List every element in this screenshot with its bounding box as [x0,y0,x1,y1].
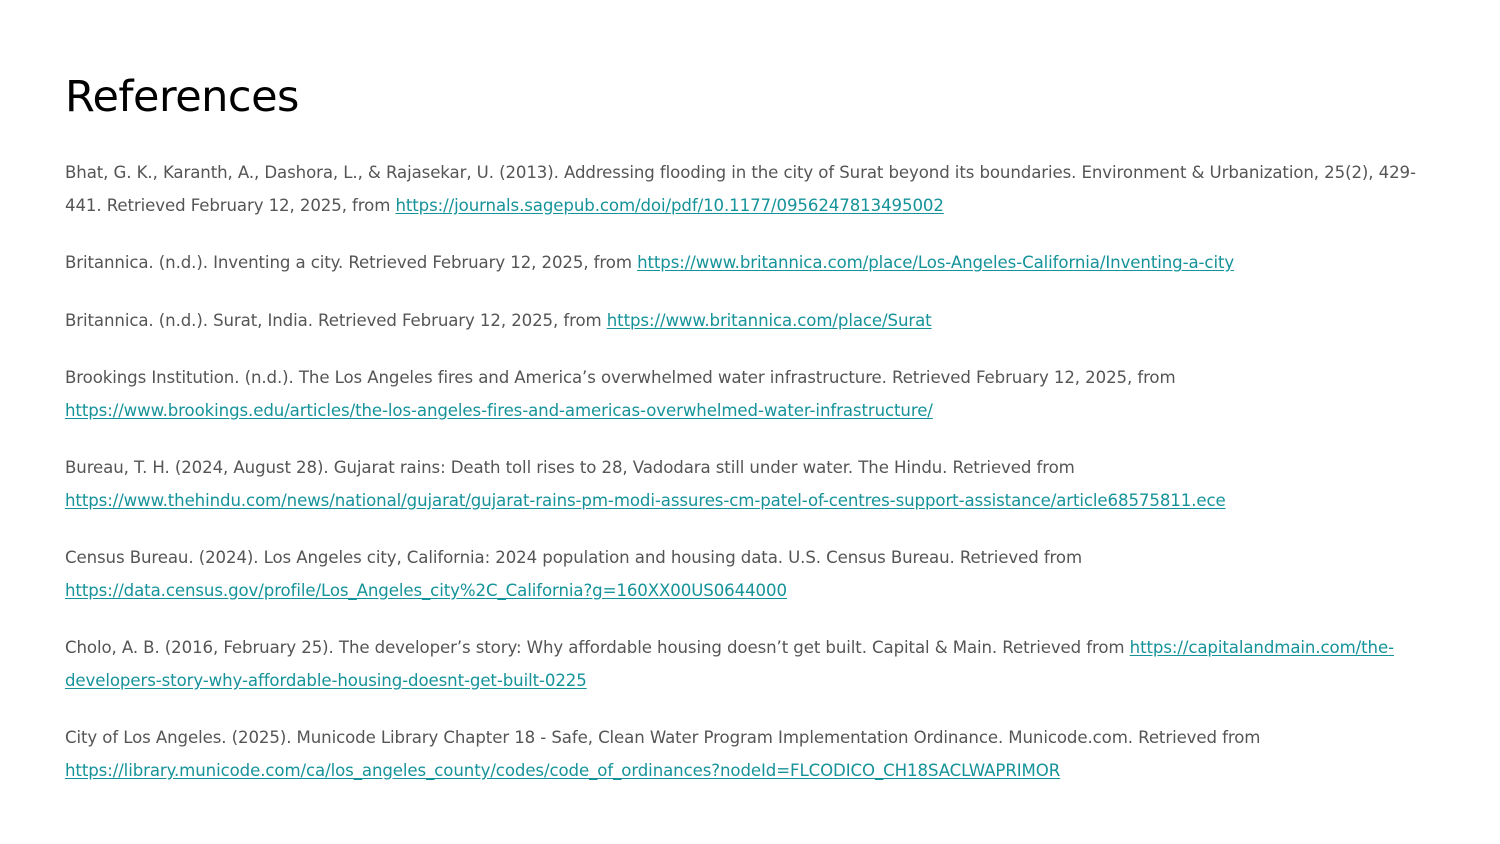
reference-link[interactable]: https://library.municode.com/ca/los_angeles_county/codes/code_of_ordinances?nodeId=FLCODICO_CH18SACLWAPRIMOR [65,760,1061,780]
reference-text: Bhat, G. K., Karanth, A., Dashora, L., & Rajasekar, U. (2013). Addressing flooding in the city of Surat beyond its boundaries. Environment & Urbanization, 25(2), 429-441. Retrieved February 12, 2025, from [65,163,1416,215]
reference-item [65,362,1445,427]
reference-link[interactable]: https://www.britannica.com/place/Los-Angeles-California/Inventing-a-city [637,253,1235,272]
reference-text: Britannica. (n.d.). Inventing a city. Retrieved February 12, 2025, from [65,253,638,272]
reference-link[interactable]: https://capitalandmain.com/the-developers-story-why-affordable-housing-doesnt-get-built-0225 [65,638,1394,690]
reference-link[interactable]: https://www.brookings.edu/articles/the-los-angeles-fires-and-americas-overwhelmed-water-infrastructure/ [65,400,933,420]
reference-link[interactable]: https://www.thehindu.com/news/national/gujarat/gujarat-rains-pm-modi-assures-cm-patel-of-centres-support-assistance/article68575811.ece [65,490,1226,510]
reference-item [65,157,1445,222]
reference-item [65,722,1445,787]
reference-item [65,542,1445,607]
reference-item [65,452,1445,517]
reference-link[interactable]: https://data.census.gov/profile/Los_Angeles_city%2C_California?g=160XX00US0644000 [65,580,787,600]
reference-text: Britannica. (n.d.). Surat, India. Retrieved February 12, 2025, from [65,310,607,330]
reference-text: Cholo, A. B. (2016, February 25). The developer’s story: Why affordable housing doesn’t get built. Capital & Main. Retrieved from [65,638,1130,657]
reference-text: Census Bureau. (2024). Los Angeles city, California: 2024 population and housing data. U.S. Census Bureau. Retrieved from [65,548,1083,567]
reference-text: Bureau, T. H. (2024, August 28). Gujarat rains: Death toll rises to 28, Vadodara still under water. The Hindu. Retrieved from [65,458,1075,477]
reference-text: City of Los Angeles. (2025). Municode Library Chapter 18 - Safe, Clean Water Program Implementation Ordinance. Municode.com. Retrieved from [65,728,1261,747]
reference-item [65,305,1445,338]
reference-item [65,632,1445,697]
reference-link[interactable]: https://journals.sagepub.com/doi/pdf/10.1177/0956247813495002 [395,195,944,215]
reference-item [65,247,1445,280]
page-title: References [65,72,299,122]
references-list [65,157,1445,812]
reference-text: Brookings Institution. (n.d.). The Los Angeles fires and America’s overwhelmed water infrastructure. Retrieved February 12, 2025, from [65,368,1176,387]
reference-link[interactable]: https://www.britannica.com/place/Surat [606,310,932,330]
